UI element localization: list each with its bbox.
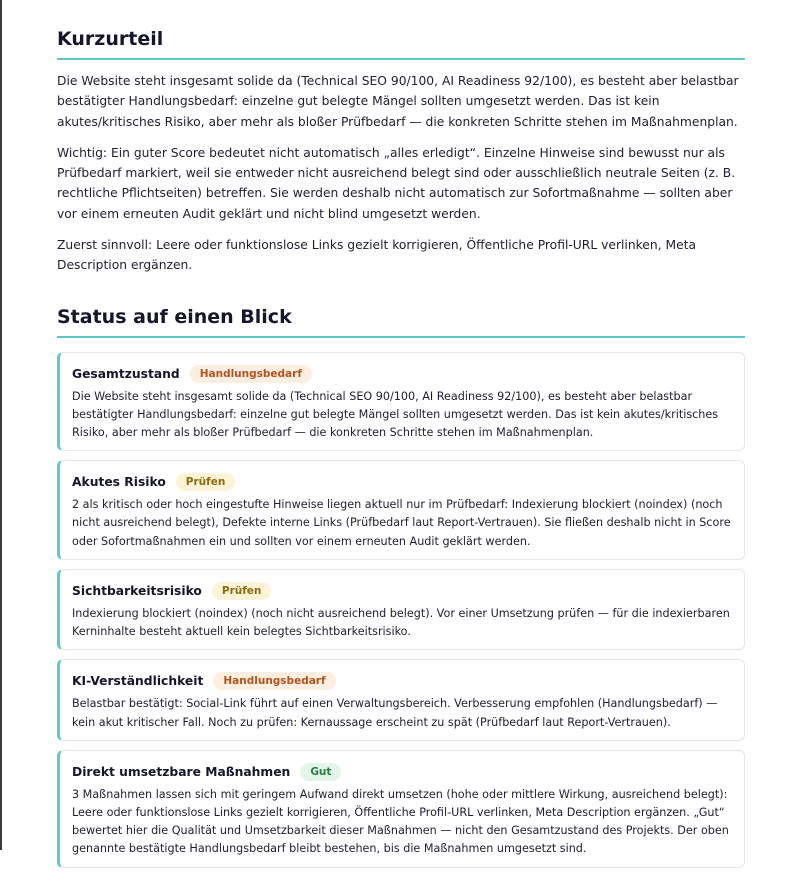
card-title: Direkt umsetzbare Maßnahmen <box>72 764 291 779</box>
card-text: Belastbar bestätigt: Social-Link führt auf einen Verwaltungsbereich. Verbesserung empfohlen (Handlungsbedarf) — kein akut kritischer Fall. Noch zu prüfen: Kernaussage erscheint zu spät (Prüfbedarf laut Report-Vertrauen). <box>72 697 718 729</box>
card-text: Die Website steht insgesamt solide da (Technical SEO 90/100, AI Readiness 92/100), es besteht aber belastbar bestätigter Handlungsbedarf: einzelne gut belegte Mängel sollten umgesetzt werden. Das ist kein akutes/kritisches Risiko, aber mehr als bloßer Prüfbedarf — die konkreten Schritte stehen im Maßnahmenplan. <box>72 389 719 440</box>
summary-paragraph: Zuerst sinnvoll: Leere oder funktionslose Links gezielt korrigieren, Öffentliche Profil-URL verlinken, Meta Description ergänzen. <box>57 238 697 273</box>
status-card-sichtbarkeitsrisiko <box>57 569 745 650</box>
status-card-ki-verstaendlichkeit <box>57 659 745 740</box>
summary-paragraph: Die Website steht insgesamt solide da (Technical SEO 90/100, AI Readiness 92/100), es besteht aber belastbar bestätigter Handlungsbedarf: einzelne gut belegte Mängel sollten umgesetzt werden. Das ist kein akutes/kritisches Risiko, aber mehr als bloßer Prüfbedarf — die konkreten Schritte stehen im Maßnahmenplan. <box>57 74 739 129</box>
status-cards <box>57 352 745 868</box>
card-title: KI-Verständlichkeit <box>72 674 204 689</box>
card-title: Sichtbarkeitsrisiko <box>72 583 202 598</box>
card-text: 2 als kritisch oder hoch eingestufte Hinweise liegen aktuell nur im Prüfbedarf: Indexierung blockiert (noindex) (noch nicht ausreichend belegt), Defekte interne Links (Prüfbedarf laut Report-Vertrauen). Sie fließen deshalb nicht in Score oder Sofortmaßnahmen ein und sollten vor einem erneuten Audit geklärt werden. <box>72 498 731 548</box>
status-badge: Prüfen <box>176 473 236 491</box>
status-card-akutes-risiko <box>57 460 745 560</box>
status-badge: Gut <box>300 763 341 781</box>
card-text: 3 Maßnahmen lassen sich mit geringem Aufwand direkt umsetzen (hohe oder mittlere Wirkung, ausreichend belegt): Leere oder funktionslose Links gezielt korrigieren, Öffentliche Profil-URL verlinken, Meta Description ergänzen. „Gut“ bewertet hier die Qualität und Umsetzbarkeit dieser Maßnahmen — nicht den Gesamtzustand des Projekts. Der oben genannte bestätigte Handlungsbedarf bleibt bestehen, bis die Maßnahmen umgesetzt sind. <box>72 787 729 856</box>
status-heading: Status auf einen Blick <box>57 306 745 338</box>
card-title: Gesamtzustand <box>72 366 180 381</box>
status-card-gesamtzustand <box>57 352 745 452</box>
card-title: Akutes Risiko <box>72 475 166 490</box>
summary-paragraph: Wichtig: Ein guter Score bedeutet nicht automatisch „alles erledigt“. Einzelne Hinweise sind bewusst nur als Prüfbedarf markiert, weil sie entweder nicht ausreichend belegt sind oder ausschließlich neutrale Seiten (z. B. rechtliche Pflichtseiten) betreffen. Sie werden deshalb nicht automatisch zur Sofortmaßnahme — sollten aber vor einem erneuten Audit geklärt und nicht blind umgesetzt werden. <box>57 145 736 221</box>
status-badge: Handlungsbedarf <box>213 672 335 690</box>
summary-heading: Kurzurteil <box>57 28 745 60</box>
report-content <box>57 0 745 877</box>
card-text: Indexierung blockiert (noindex) (noch nicht ausreichend belegt). Vor einer Umsetzung prüfen — für die indexierbaren Kerninhalte besteht aktuell kein belegtes Sichtbarkeitsrisiko. <box>72 606 730 639</box>
status-badge: Prüfen <box>212 582 272 600</box>
status-badge: Handlungsbedarf <box>190 365 312 383</box>
